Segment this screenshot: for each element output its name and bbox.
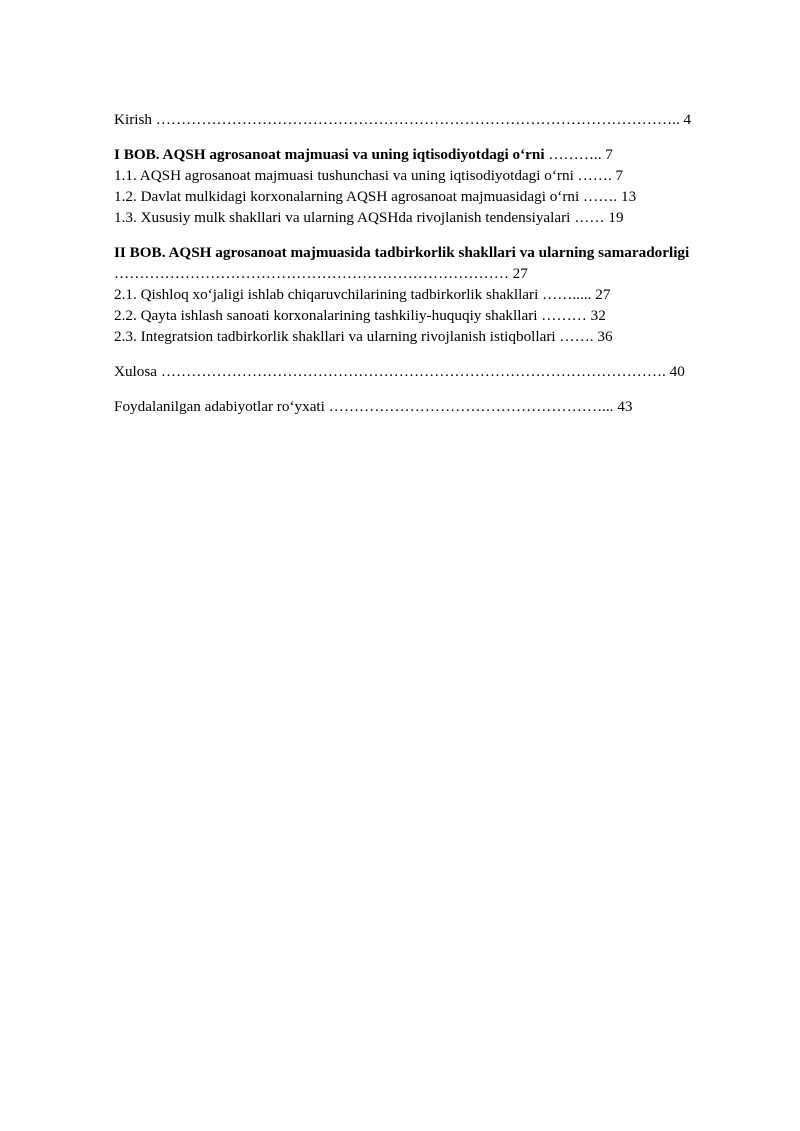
toc-entry-2-3: 2.3. Integratsion tadbirkorlik shakllari va ularning rivojlanish istiqbollari ……. 36 [114, 328, 613, 345]
spacer [114, 130, 754, 144]
toc-entry-1-2: 1.2. Davlat mulkidagi korxonalarning AQSH agrosanoat majmuasidagi o‘rni ……. 13 [114, 188, 637, 205]
toc-entry-intro: Kirish ………………………………………………………………………………………….. 4 [114, 111, 692, 128]
spacer [114, 382, 754, 396]
toc-entry-1-1: 1.1. AQSH agrosanoat majmuasi tushunchasi va uning iqtisodiyotdagi o‘rni ……. 7 [114, 167, 624, 184]
chapter-1-page: ……….. 7 [544, 146, 613, 163]
toc-entry-conclusion: Xulosa ………………………………………………………………………………………. 40 [114, 363, 685, 380]
chapter-1-title: I BOB. AQSH agrosanoat majmuasi va uning iqtisodiyotdagi o‘rni [114, 146, 545, 163]
toc-chapter-1-heading [114, 144, 754, 165]
toc-entry-2-2: 2.2. Qayta ishlash sanoati korxonalarining tashkiliy-huquqiy shakllari ……… 32 [114, 307, 606, 324]
toc-entry-2-1: 2.1. Qishloq xo‘jaligi ishlab chiqaruvchilarining tadbirkorlik shakllari ……..... 27 [114, 286, 611, 303]
spacer [114, 347, 754, 361]
chapter-2-title: II BOB. AQSH agrosanoat majmuasida tadbirkorlik shakllari va ularning samaradorligi [114, 244, 690, 261]
toc-entry-references: Foydalanilgan adabiyotlar ro‘yxati ………………………………………………... 43 [114, 398, 633, 415]
toc-entry-1-3: 1.3. Xususiy mulk shakllari va ularning AQSHda rivojlanish tendensiyalari …… 19 [114, 209, 624, 226]
table-of-contents [114, 109, 754, 417]
chapter-2-page: …………………………………………………………………… 27 [114, 265, 528, 282]
spacer [114, 228, 754, 242]
